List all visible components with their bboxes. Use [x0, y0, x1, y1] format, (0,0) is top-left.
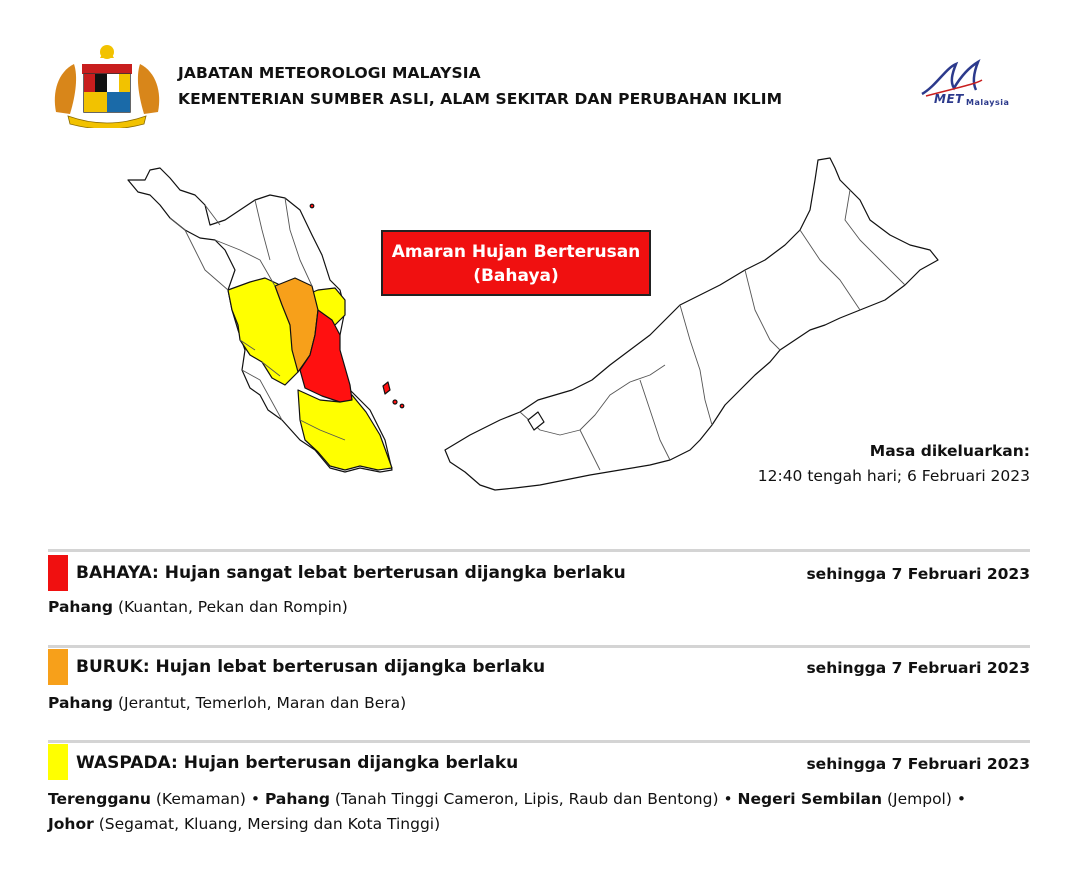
issued-time-value: 12:40 tengah hari; 6 Februari 2023 — [757, 467, 1030, 485]
area-separator: • — [956, 790, 967, 808]
area-districts: (Tanah Tinggi Cameron, Lipis, Raub dan Bentong) — [334, 790, 719, 808]
bahaya-warning-title: BAHAYA: Hujan sangat lebat berterusan dijangka berlaku — [76, 563, 626, 583]
area-state: Pahang — [264, 790, 330, 808]
peninsular-malaysia-map — [128, 168, 404, 472]
area-separator: • — [250, 790, 261, 808]
buruk-color-swatch — [48, 649, 68, 685]
alert-title-line2: (Bahaya) — [473, 266, 559, 286]
bahaya-warning-areas — [48, 595, 1038, 620]
area-districts: (Jerantut, Temerloh, Maran dan Bera) — [117, 694, 407, 712]
area-districts: (Segamat, Kluang, Mersing dan Kota Tinggi) — [98, 815, 441, 833]
waspada-warning-areas — [48, 787, 1038, 837]
met-logo-text: MET — [934, 92, 964, 106]
bahaya-color-swatch — [48, 555, 68, 591]
section-divider — [48, 549, 1030, 552]
waspada-color-swatch — [48, 744, 68, 780]
buruk-warning-areas — [48, 691, 1038, 716]
buruk-warning-title: BURUK: Hujan lebat berterusan dijangka berlaku — [76, 657, 546, 677]
area-state: Pahang — [48, 598, 114, 616]
waspada-warning-until: sehingga 7 Februari 2023 — [806, 755, 1030, 773]
met-swoosh-icon — [916, 58, 1028, 98]
buruk-warning-until: sehingga 7 Februari 2023 — [806, 659, 1030, 677]
alert-title-line1: Amaran Hujan Berterusan — [391, 242, 641, 262]
bahaya-warning-until: sehingga 7 Februari 2023 — [806, 565, 1030, 583]
area-districts: (Kemaman) — [155, 790, 246, 808]
malaysia-coat-of-arms-icon — [48, 42, 166, 128]
section-divider — [48, 740, 1030, 743]
area-state: Negeri Sembilan — [737, 790, 883, 808]
issued-time-label: Masa dikeluarkan: — [869, 442, 1030, 460]
area-districts: (Kuantan, Pekan dan Rompin) — [117, 598, 348, 616]
area-separator: • — [723, 790, 733, 808]
organization-name: JABATAN METEOROLOGI MALAYSIA — [178, 64, 481, 82]
area-state: Pahang — [48, 694, 114, 712]
met-malaysia-logo — [916, 58, 1028, 114]
area-districts: (Jempol) — [886, 790, 952, 808]
borneo-malaysia-map — [445, 158, 938, 490]
alert-title-box — [381, 230, 651, 296]
section-divider — [48, 645, 1030, 648]
ministry-name: KEMENTERIAN SUMBER ASLI, ALAM SEKITAR DAN PERUBAHAN IKLIM — [178, 90, 783, 108]
area-state: Johor — [48, 815, 94, 833]
waspada-warning-title: WASPADA: Hujan berterusan dijangka berlaku — [76, 753, 519, 773]
area-state: Terengganu — [48, 790, 151, 808]
met-logo-subtext: Malaysia — [966, 98, 1010, 107]
